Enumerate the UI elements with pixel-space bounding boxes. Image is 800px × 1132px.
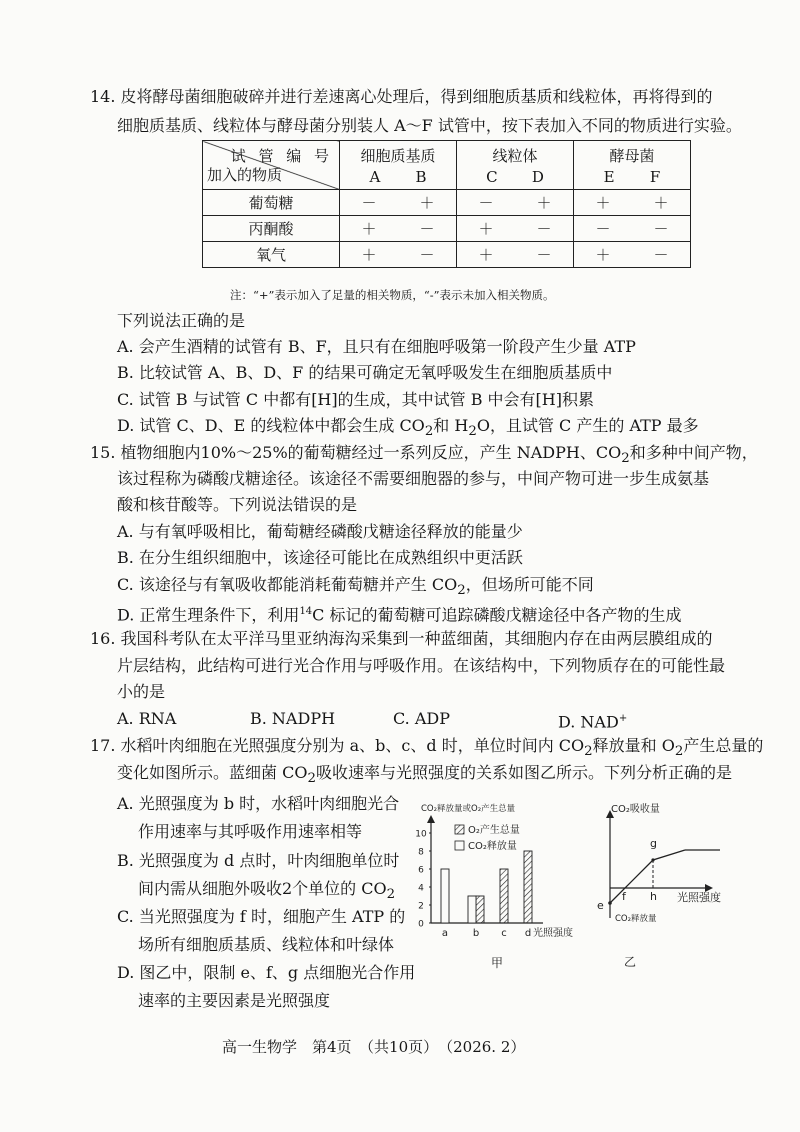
legend-co2: CO₂释放量: [468, 841, 517, 852]
chart-yi: [595, 800, 780, 975]
q16-option-c: C. ADP: [393, 709, 450, 728]
q14-ask: 下列说法正确的是: [117, 311, 246, 330]
page-footer: 高一生物学 第4页 （共10页） （2026. 2）: [222, 1038, 526, 1056]
q17-option-b-line1: B. 光照强度为 d 点时，叶肉细胞单位时: [117, 851, 400, 870]
bar-o2-total: [500, 869, 508, 923]
table-row: 葡萄糖 － ＋ － ＋ ＋ ＋: [203, 190, 691, 216]
legend-open-swatch: [455, 841, 464, 850]
bar-co2-release: [468, 896, 476, 923]
bar-o2-total: [524, 851, 532, 923]
chart-yi-ylabel-neg: CO₂释放量: [615, 914, 657, 924]
q17-stem-line1: 17. 水稻叶肉细胞在光照强度分别为 a、b、c、d 时，单位时间内 $CO_2$释放量和 $O_2$产生总量的: [90, 736, 764, 760]
q17-option-b-line2: 间内需从细胞外吸收2个单位的 $CO_2$: [138, 879, 396, 903]
chart-jia: [405, 795, 605, 975]
q15-stem-line3: 酸和核苷酸等。下列说法错误的是: [117, 495, 358, 514]
y-tick-label: 6: [418, 865, 424, 876]
legend-o2: O₂产生总量: [468, 825, 520, 836]
q17-option-d-line1: D. 图乙中，限制 e、f、g 点细胞光合作用: [117, 963, 416, 982]
q14-option-c: C. 试管 B 与试管 C 中都有[H]的生成，其中试管 B 中会有[H]积累: [117, 390, 594, 409]
group-yeast: 酵母菌 E F: [574, 141, 691, 190]
q16-stem-line3: 小的是: [117, 682, 166, 701]
chart-jia-xlabel: 光照强度: [533, 928, 573, 939]
y-tick-label: 4: [418, 883, 424, 894]
y-tick-label: 8: [418, 847, 424, 858]
y-tick-label: 2: [418, 901, 424, 912]
q17-option-c-line2: 场所有细胞质基质、线粒体和叶绿体: [138, 935, 395, 954]
x-tick-label: a: [441, 928, 449, 939]
table-row: 丙酮酸 ＋ － ＋ － － －: [203, 216, 691, 242]
chart-yi-title: 乙: [624, 955, 637, 969]
q15-stem-line2: 该过程称为磷酸戊糖途径。该途径不需要细胞器的参与，中间产物可进一步生成氨基: [117, 469, 710, 488]
bar-o2-total: [476, 896, 484, 923]
q15-option-a: A. 与有氧呼吸相比，葡萄糖经磷酸戊糖途径释放的能量少: [117, 522, 523, 541]
group-cytoplasm: 细胞质基质 A B: [340, 141, 457, 190]
point-f: f: [622, 890, 626, 903]
q16-stem-line1: 16. 我国科考队在太平洋马里亚纳海沟采集到一种蓝细菌，其细胞内存在由两层膜组成的: [90, 629, 713, 648]
table-diagonal-header: [203, 141, 340, 190]
q14-stem-line1: 14. 皮将酵母菌细胞破碎并进行差速离心处理后，得到细胞质基质和线粒体，再将得到的: [90, 87, 713, 106]
y-tick-label: 10: [415, 829, 427, 840]
q17-option-c-line1: C. 当光照强度为 f 时，细胞产生 ATP 的: [117, 907, 406, 926]
q16-option-d: D. NAD+: [558, 712, 628, 732]
q14-stem-line2: 细胞质基质、线粒体与酵母菌分别装人 A～F 试管中，按下表加入不同的物质进行实验。: [117, 116, 742, 135]
header-tube-number: 试 管 编 号: [230, 147, 333, 165]
q14-option-d: D. 试管 C、D、E 的线粒体中都会生成 $CO_2$和 $H_2O$，且试管 C 产生的 ATP 最多: [117, 416, 699, 440]
chart-yi-xlabel: 光照强度: [677, 891, 721, 904]
q17-option-a-line2: 作用速率与其呼吸作用速率相等: [138, 822, 363, 841]
experiment-table: [202, 140, 691, 268]
q16-option-b: B. NADPH: [250, 709, 336, 728]
q15-option-c: C. 该途径与有氧吸收都能消耗葡萄糖并产生 $CO_2$，但场所可能不同: [117, 575, 594, 599]
x-tick-label: c: [501, 928, 507, 939]
q17-option-a-line1: A. 光照强度为 b 时，水稻叶肉细胞光合: [117, 794, 400, 813]
q17-stem-line2: 变化如图所示。蓝细菌 $CO_2$吸收速率与光照强度的关系如图乙所示。下列分析正确的是: [117, 763, 732, 787]
chart-yi-ylabel: CO₂吸收量: [611, 804, 660, 815]
q15-stem-line1: 15. 植物细胞内10%～25%的葡萄糖经过一系列反应，产生 NADPH、$CO_2$和多种中间产物，: [90, 443, 758, 467]
x-tick-label: d: [524, 928, 532, 939]
chart-jia-ylabel: CO₂释放量或O₂产生总量: [421, 804, 516, 814]
table-note: 注：“+”表示加入了足量的相关物质，“-”表示未加入相关物质。: [230, 288, 555, 302]
group-mitochondria: 线粒体 C D: [457, 141, 574, 190]
q17-option-d-line2: 速率的主要因素是光照强度: [138, 991, 331, 1010]
bar-co2-release: [441, 869, 449, 923]
q15-option-d: D. 正常生理条件下，利用$^{14}$C 标记的葡萄糖可追踪磷酸戊糖途径中各产物的生成: [117, 605, 682, 625]
header-added-substance: 加入的物质: [207, 166, 283, 184]
q14-option-a: A. 会产生酒精的试管有 B、F，且只有在细胞呼吸第一阶段产生少量 ATP: [117, 337, 636, 356]
table-row: 氧气 ＋ － ＋ － ＋ －: [203, 242, 691, 268]
legend-hatched-swatch: [455, 825, 464, 834]
x-tick-label: b: [472, 928, 480, 939]
q14-option-b: B. 比较试管 A、B、D、F 的结果可确定无氧呼吸发生在细胞质基质中: [117, 363, 613, 382]
chart-jia-title: 甲: [491, 956, 504, 970]
point-e: e: [597, 899, 604, 912]
q16-stem-line2: 片层结构，此结构可进行光合作用与呼吸作用。在该结构中，下列物质存在的可能性最: [117, 656, 726, 675]
point-h: h: [650, 890, 657, 903]
point-g: g: [650, 837, 657, 850]
q15-option-b: B. 在分生组织细胞中，该途径可能比在成熟组织中更活跃: [117, 548, 523, 567]
y-tick-label: 0: [418, 919, 424, 930]
q16-option-a: A. RNA: [117, 709, 177, 728]
